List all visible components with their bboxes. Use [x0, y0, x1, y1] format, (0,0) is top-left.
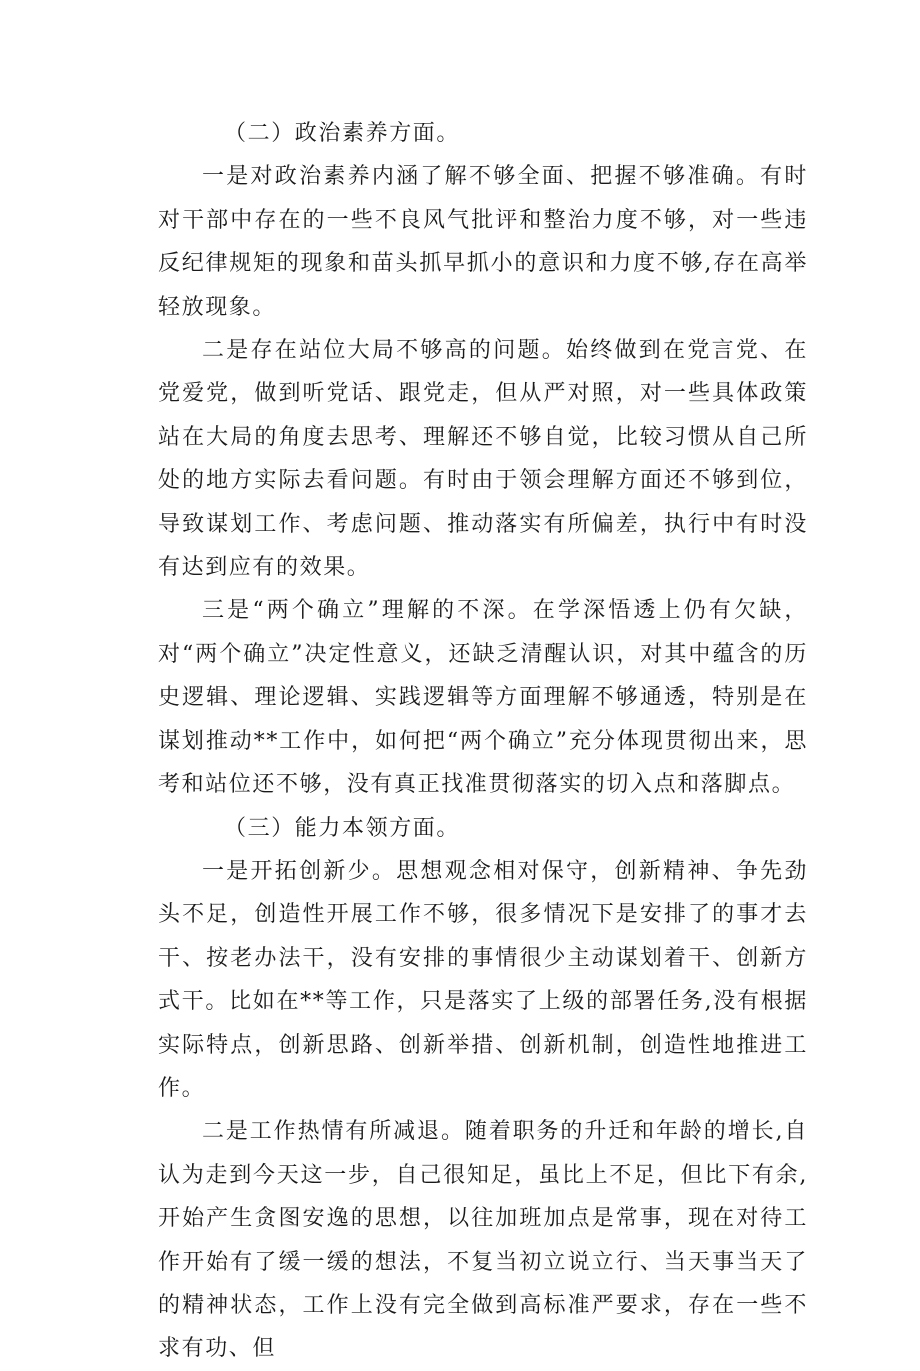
paragraph-political-literacy-3: 三是“两个确立”理解的不深。在学深悟透上仍有欠缺，对“两个确立”决定性意义，还缺乏清醒认识，对其中蕴含的历史逻辑、理论逻辑、实践逻辑等方面理解不够通透，特别是在谋划推动**工作中，如何把“两个确立”充分体现贯彻出来，思考和站位还不够，没有真正找准贯彻落实的切入点和落脚点。 [158, 598, 808, 798]
document-body [158, 112, 808, 1371]
paragraph-ability-2: 二是工作热情有所减退。随着职务的升迁和年龄的增长,自认为走到今天这一步，自己很知足，虽比上不足，但比下有余,开始产生贪图安逸的思想，以往加班加点是常事，现在对待工作开始有了缓一缓的想法，不复当初立说立行、当天事当天了的精神状态，工作上没有完全做到高标准严要求，存在一些不求有功、但 [158, 1119, 808, 1362]
section-heading-political-literacy: （二）政治素养方面。 [224, 121, 461, 146]
paragraph-ability-1: 一是开拓创新少。思想观念相对保守，创新精神、争先劲头不足，创造性开展工作不够，很多情况下是安排了的事才去干、按老办法干，没有安排的事情很少主动谋划着干、创新方式干。比如在**等工作，只是落实了上级的部署任务,没有根据实际特点，创新思路、创新举措、创新机制，创造性地推进工作。 [158, 858, 808, 1101]
paragraph-political-literacy-1: 一是对政治素养内涵了解不够全面、把握不够准确。有时对干部中存在的一些不良风气批评和整治力度不够，对一些违反纪律规矩的现象和苗头抓早抓小的意识和力度不够,存在高举轻放现象。 [158, 164, 808, 320]
section-heading-ability: （三）能力本领方面。 [224, 815, 461, 841]
paragraph-political-literacy-2: 二是存在站位大局不够高的问题。始终做到在党言党、在党爱党，做到听党话、跟党走，但从严对照，对一些具体政策站在大局的角度去思考、理解还不够自觉，比较习惯从自己所处的地方实际去看问题。有时由于领会理解方面还不够到位，导致谋划工作、考虑问题、推动落实有所偏差，执行中有时没有达到应有的效果。 [158, 338, 808, 581]
